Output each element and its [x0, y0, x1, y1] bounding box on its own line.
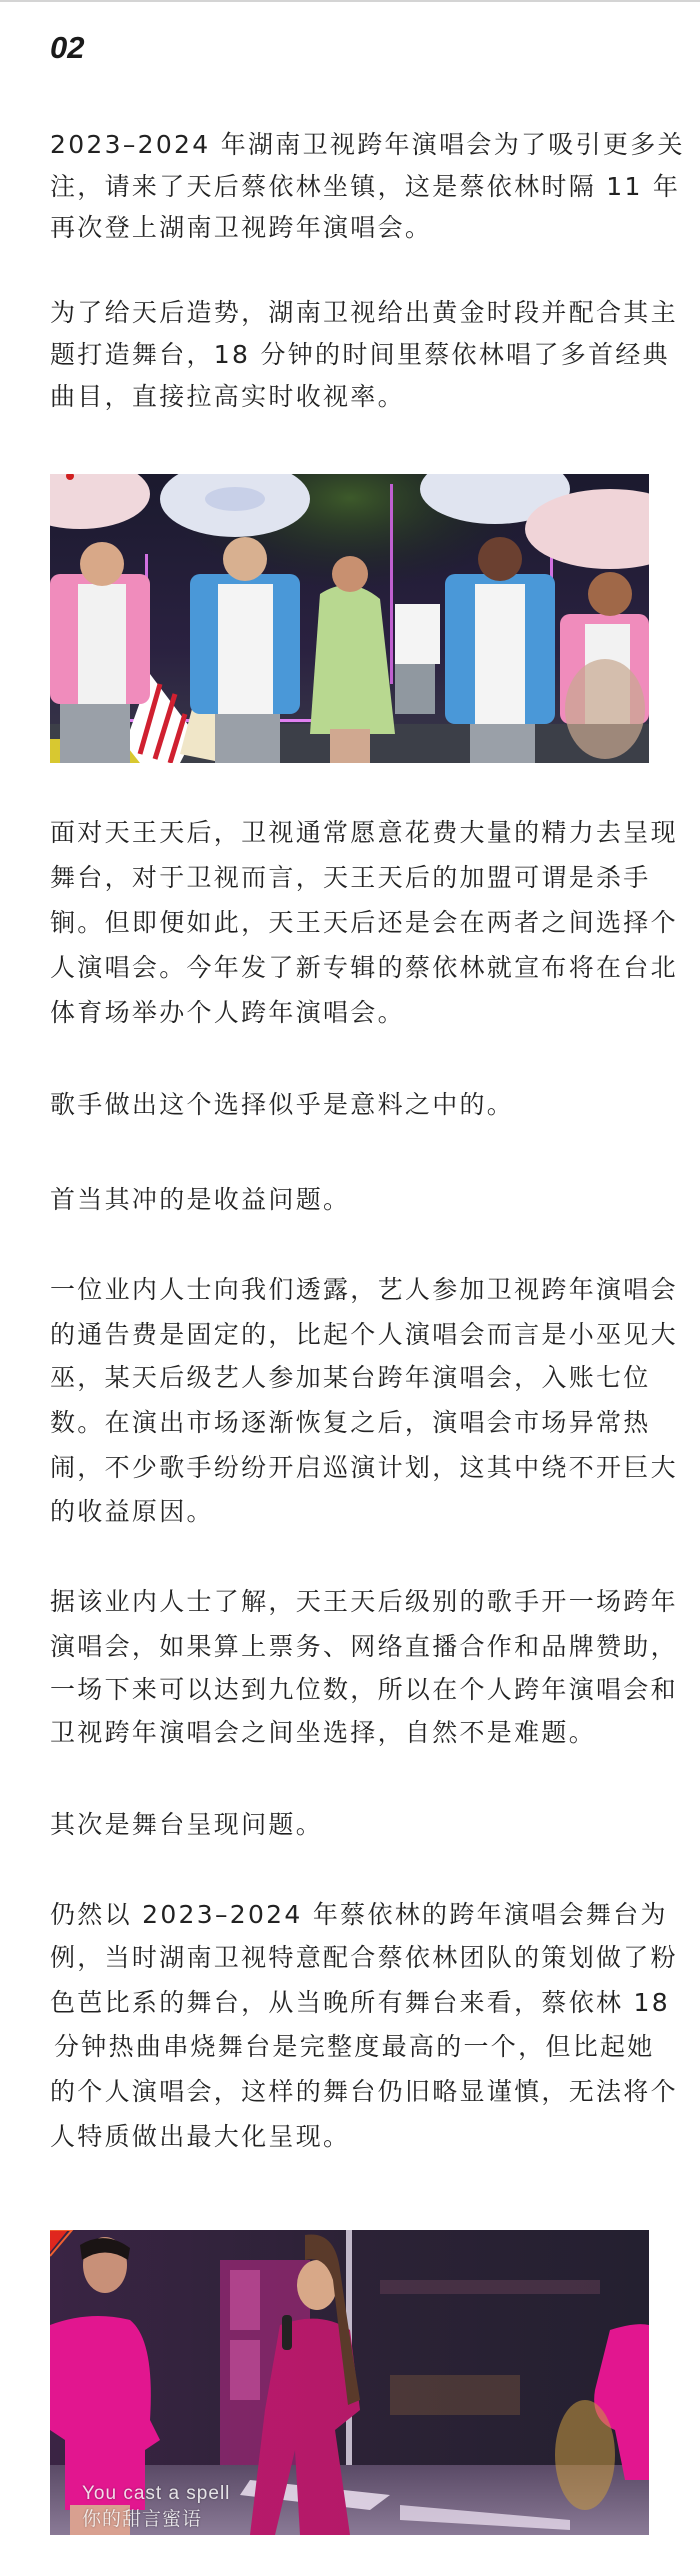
paragraph-line: 首当其冲的是收益问题。: [50, 1185, 351, 1214]
top-divider: [0, 0, 700, 2]
section-number: 02: [50, 30, 85, 65]
paragraph-line: 人特质做出最大化呈现。: [50, 2122, 351, 2151]
paragraph-line: 的通告费是固定的，比起个人演唱会而言是小巫见大: [50, 1320, 678, 1349]
paragraph-line: 据该业内人士了解，天王天后级别的歌手开一场跨年: [50, 1587, 678, 1616]
stage-photo-green-outfit: [50, 474, 649, 763]
paragraph-line: 注，请来了天后蔡依林坐镇，这是蔡依林时隔 11 年: [50, 172, 681, 201]
paragraph-line: 体育场举办个人跨年演唱会。: [50, 998, 405, 1027]
paragraph-line: 演唱会，如果算上票务、网络直播合作和品牌赞助，: [50, 1632, 678, 1661]
paragraph-line: 再次登上湖南卫视跨年演唱会。: [50, 213, 433, 242]
paragraph-line: 2023–2024 年湖南卫视跨年演唱会为了吸引更多关: [50, 130, 685, 159]
paragraph-line: 色芭比系的舞台，从当晚所有舞台来看，蔡依林 18: [50, 1988, 670, 2017]
article-photo-1: [50, 474, 649, 763]
paragraph-line: 的收益原因。: [50, 1497, 214, 1526]
paragraph-line: 锏。但即便如此，天王天后还是会在两者之间选择个: [50, 908, 678, 937]
paragraph-line: 例，当时湖南卫视特意配合蔡依林团队的策划做了粉: [50, 1943, 678, 1972]
video-subtitle-chinese: 你的甜言蜜语: [82, 2509, 203, 2530]
video-subtitle-english: You cast a spell: [82, 2483, 231, 2504]
paragraph-line: 为了给天后造势，湖南卫视给出黄金时段并配合其主: [50, 298, 678, 327]
paragraph-line: 仍然以 2023–2024 年蔡依林的跨年演唱会舞台为: [50, 1900, 668, 1929]
paragraph-line: 一位业内人士向我们透露，艺人参加卫视跨年演唱会: [50, 1275, 678, 1304]
paragraph-line: 其次是舞台呈现问题。: [50, 1810, 324, 1839]
paragraph-line: 曲目，直接拉高实时收视率。: [50, 382, 405, 411]
paragraph-line: 歌手做出这个选择似乎是意料之中的。: [50, 1090, 515, 1119]
paragraph-line: 数。在演出市场逐渐恢复之后，演唱会市场异常热: [50, 1408, 651, 1437]
paragraph-line: 卫视跨年演唱会之间坐选择，自然不是难题。: [50, 1718, 597, 1747]
paragraph-line: 人演唱会。今年发了新专辑的蔡依林就宣布将在台北: [50, 953, 678, 982]
paragraph-line: 一场下来可以达到九位数，所以在个人跨年演唱会和: [50, 1675, 678, 1704]
paragraph-line: 的个人演唱会，这样的舞台仍旧略显谨慎，无法将个: [50, 2077, 678, 2106]
paragraph-line: 分钟热曲串烧舞台是完整度最高的一个，但比起她: [54, 2032, 655, 2061]
article-photo-2: [50, 2230, 649, 2535]
paragraph-line: 闹，不少歌手纷纷开启巡演计划，这其中绕不开巨大: [50, 1453, 678, 1482]
paragraph-line: 面对天王天后，卫视通常愿意花费大量的精力去呈现: [50, 818, 678, 847]
paragraph-line: 舞台，对于卫视而言，天王天后的加盟可谓是杀手: [50, 863, 651, 892]
paragraph-line: 巫，某天后级艺人参加某台跨年演唱会，入账七位: [50, 1363, 651, 1392]
paragraph-line: 题打造舞台，18 分钟的时间里蔡依林唱了多首经典: [50, 340, 670, 369]
